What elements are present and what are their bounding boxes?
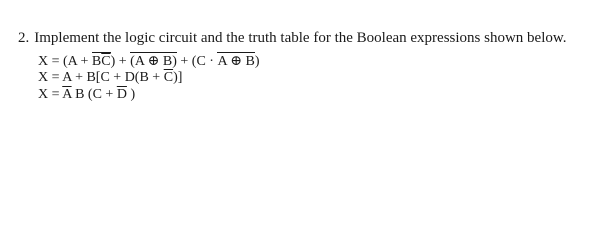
question-number: 2. [18,30,30,46]
expr1-lhs: X = (A + [38,54,92,69]
boolean-expressions [38,52,260,103]
expr1-cbar: $\overline{C}$ [101,54,111,69]
expression-line-3 [38,86,260,103]
expr3-tail: ) [126,87,136,102]
expr2-cbar: $\overline{C}$ [163,70,174,85]
expr1-xor2-overbar [217,52,254,53]
expr1-xor-complement [130,52,177,69]
expr1-xor1: (A ⊕ B) [130,54,177,69]
expr3-mid: B (C + [71,87,117,102]
expr1-bc-complement [92,52,111,69]
expr1-b: B [91,54,102,69]
expr1-xor2: A ⊕ B [217,54,255,69]
expr2-lhs: X = A + B[C + D(B + [38,70,164,85]
expression-line-2 [38,69,260,86]
expr2-tail: )] [173,70,183,85]
question-text [18,30,566,47]
expr3-dbar: $\overline{D}$ [116,87,127,102]
question-body: Implement the logic circuit and the truth table for the Boolean expressions shown below. [34,30,567,46]
expr1-xor-overbar [130,52,177,53]
expr1-close: ) + [110,54,131,69]
expression-line-1 [38,52,260,69]
expr3-lhs: X = [38,87,63,102]
expr1-mid: + (C · [176,54,218,69]
expr1-tail: ) [254,54,260,69]
expr1-bc-overbar [92,52,111,53]
expr1-xor2-complement [217,52,254,69]
expr3-abar: $\overline{A}$ [62,87,72,102]
